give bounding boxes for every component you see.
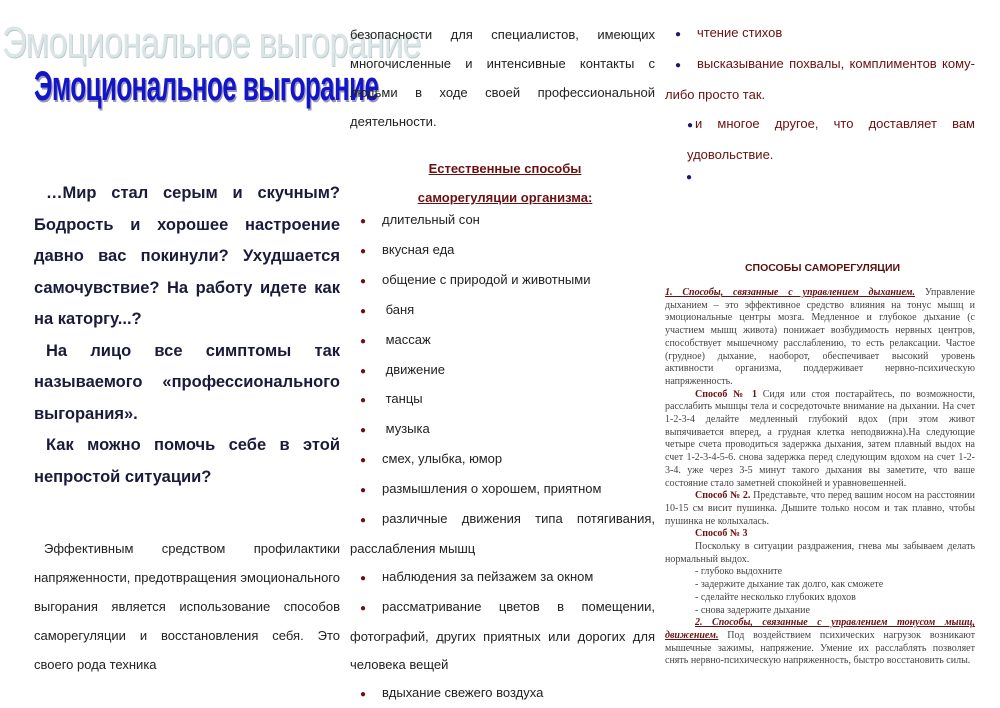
continued-text <box>350 20 655 136</box>
page-title: Эмоциональное выгорание <box>34 62 378 110</box>
list-item <box>350 326 655 356</box>
list-item-text: движение <box>382 362 445 377</box>
bullet-icon: ● <box>686 172 692 183</box>
list-item-text: смех, улыбка, юмор <box>382 451 502 466</box>
list-item-text: баня <box>382 302 414 317</box>
section-title: СПОСОБЫ САМОРЕГУЛЯЦИИ <box>665 262 980 274</box>
title-shadow: Эмоциональное выгорание <box>2 18 421 68</box>
list-item <box>350 475 655 505</box>
list-item-text: длительный сон <box>382 212 480 227</box>
intro-paragraph: На лицо все симптомы так называемого «профессионального выгорания». <box>34 336 340 431</box>
list-item-text: различные движения типа потягивания, расслабления мышц <box>350 511 655 556</box>
list-item-text: чтение стихов <box>697 25 782 40</box>
paragraph <box>665 287 975 389</box>
subsection-heading: 2. Способы, связанные с управлением тонусом мышц, движением. <box>665 617 975 641</box>
bullet-icon: ● <box>687 111 695 140</box>
list-item-text: вкусная еда <box>382 242 454 257</box>
paragraph-text: Представьте, что перед вашим носом на расстоянии 10-15 см висит пушинка. Дышите только носом и так плавно, чтобы пушинка не колыхалась. <box>665 490 975 526</box>
list-item <box>350 236 655 266</box>
self-regulation-section <box>660 0 1000 707</box>
bullet-icon: ● <box>350 268 382 296</box>
list-item <box>350 679 655 708</box>
title-block <box>0 18 345 138</box>
bullet-icon: ● <box>350 507 382 535</box>
list-item <box>350 356 655 386</box>
heading-line: Естественные способы <box>365 154 645 183</box>
method-heading: Способ № 3 <box>695 528 747 539</box>
natural-methods-list <box>350 206 655 708</box>
paragraph: Поскольку в ситуации раздражения, гнева мы забываем делать нормальный выдох. <box>665 541 975 566</box>
list-item-text: высказывание похвалы, комплиментов кому-либо просто так. <box>665 56 975 102</box>
list-item <box>350 593 655 679</box>
bullet-icon: ● <box>665 51 697 80</box>
list-item: - снова задержите дыхание <box>665 605 975 618</box>
list-item-text: вдыхание свежего воздуха <box>382 685 543 700</box>
list-item <box>350 266 655 296</box>
bullet-icon: ● <box>350 328 382 356</box>
effect-text <box>34 534 340 679</box>
list-item-text: рассматривание цветов в помещении, фотографий, других приятных или дорогих для человека вещей <box>350 599 655 672</box>
method-heading: Способ № 2. <box>695 490 750 501</box>
paragraph <box>665 490 975 528</box>
subsection-heading: 1. Способы, связанные с управлением дыханием. <box>665 287 915 298</box>
section-body <box>665 287 975 668</box>
list-item <box>350 206 655 236</box>
list-item: - сделайте несколько глубоких вдохов <box>665 592 975 605</box>
left-column <box>0 0 345 707</box>
bullet-icon: ● <box>350 387 382 415</box>
list-item <box>350 415 655 445</box>
continued-paragraph: безопасности для специалистов, имеющих многочисленные и интенсивные контакты с людьми в ходе своей профессиональной деятельности. <box>350 20 655 136</box>
list-item-text: танцы <box>382 391 423 406</box>
bullet-icon: ● <box>665 20 697 49</box>
list-item <box>350 563 655 593</box>
bullet-icon: ● <box>350 595 382 623</box>
method-heading: Способ № 1 <box>695 389 757 400</box>
intro-paragraph: Как можно помочь себе в этой непростой ситуации? <box>34 430 340 493</box>
bullet-icon: ● <box>350 238 382 266</box>
intro-text <box>34 178 340 493</box>
list-item-text: общение с природой и животными <box>382 272 590 287</box>
list-item-text: музыка <box>382 421 430 436</box>
list-item <box>350 505 655 563</box>
paragraph-text: Управление дыханием – это эффективное средство влияния на тонус мышц и эмоциональные центры мозга. Медленное и глубокое дыхание (с участием мышц живота) понижает возбудимость нервных центров, способствует мышечному расслаблению, то есть релаксации. Частое (грудное) дыхание, наоборот, обеспечивает высокий уровень активности организма, поддерживает нервно-психическую напряженность. <box>665 287 975 387</box>
natural-methods-heading <box>365 154 645 212</box>
bullet-icon: ● <box>350 298 382 326</box>
list-item-text: и многое другое, что доставляет вам удовольствие. <box>687 116 975 162</box>
intro-paragraph: …Мир стал серым и скучным? Бодрость и хорошее настроение давно вас покинули? Ухудшается самочувствие? На работу идете как на каторгу...? <box>34 178 340 336</box>
list-item <box>350 445 655 475</box>
effect-paragraph: Эффективным средством профилактики напряженности, предотвращения эмоционального выгорания является использование способов саморегуляции и восстановления себя. Это своего рода техника <box>34 534 340 679</box>
list-item: - задержите дыхание так долго, как сможете <box>665 579 975 592</box>
list-item-text: наблюдения за пейзажем за окном <box>382 569 593 584</box>
paragraph-text: Сидя или стоя постарайтесь, по возможности, расслабить мышцы тела и сосредоточьте внимание на дыхании. На счет 1-2-3-4 делайте медленный глубокий вдох (при этом живот выпячивается вперед, а грудная клетка неподвижна).На следующие четыре счета проводиться задержка дыхания, затем плавный выдох на счет 1-2-3-4-5-6. снова задержка перед следующим вдохом на счет 1-2-3-4. уже через 3-5 минут такого дыхания вы заметите, что ваше состояние стало заметней спокойней и уравновешенней. <box>665 389 975 489</box>
bullet-icon: ● <box>350 417 382 445</box>
heading-line: саморегуляции организма: <box>365 183 645 212</box>
paragraph <box>665 389 975 491</box>
bullet-icon: ● <box>350 208 382 236</box>
paragraph-text: Под воздействием психических нагрузок возникают мышечные зажимы, напряжение. Умение их расслаблять позволяет снять нервно-психическую напряженность, быстро восстановить силы. <box>665 630 975 666</box>
list-item <box>350 385 655 415</box>
bullet-icon: ● <box>350 681 382 708</box>
paragraph <box>665 528 975 541</box>
bullet-icon: ● <box>350 447 382 475</box>
paragraph <box>665 617 975 668</box>
middle-column <box>345 0 660 707</box>
list-item-text: массаж <box>382 332 431 347</box>
list-item: - глубоко выдохните <box>665 566 975 579</box>
bullet-icon: ● <box>350 477 382 505</box>
list-item <box>350 296 655 326</box>
bullet-icon: ● <box>350 358 382 386</box>
bullet-icon: ● <box>350 565 382 593</box>
list-item-text: размышления о хорошем, приятном <box>382 481 601 496</box>
